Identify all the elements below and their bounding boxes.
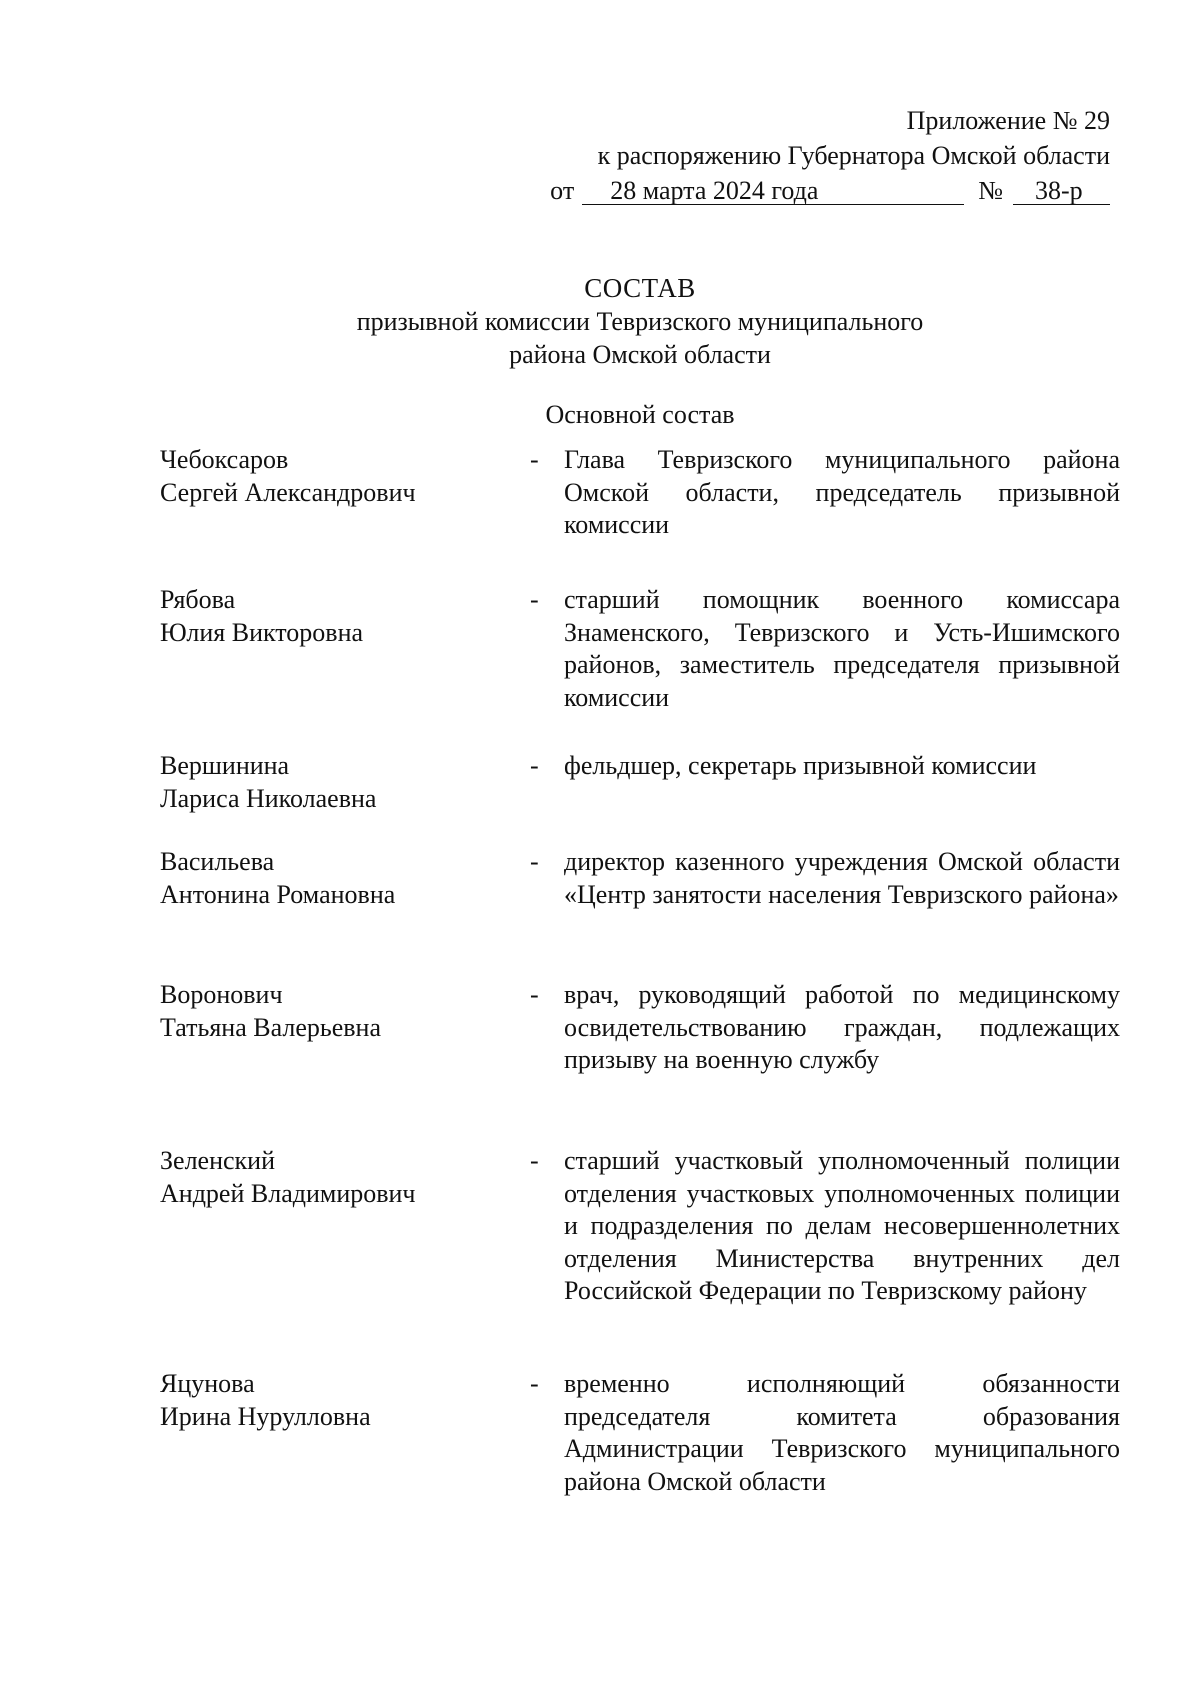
member-role: директор казенного учреждения Омской области «Центр занятости населения Тевризского района» xyxy=(564,847,1120,909)
member-given-name: Ирина Нурулловна xyxy=(160,1401,371,1431)
member-surname: Васильева xyxy=(160,847,275,876)
member-given-name: Юлия Викторовна xyxy=(160,617,364,647)
appendix-number: Приложение № 29 xyxy=(906,106,1110,135)
title-line-1: призывной комиссии Тевризского муниципального xyxy=(356,307,924,336)
member-name xyxy=(160,979,500,1044)
member-surname: Зеленский xyxy=(160,1146,275,1175)
member-surname: Рябова xyxy=(160,585,236,614)
member-role: временно исполняющий обязанности председателя комитета образования Администрации Тевризского муниципального района Омской области xyxy=(564,1369,1120,1496)
member-role: фельдшер, секретарь призывной комиссии xyxy=(564,751,1037,780)
member-given-name: Татьяна Валерьевна xyxy=(160,1012,381,1042)
from-label: от xyxy=(550,176,575,205)
member-role: врач, руководящий работой по медицинскому освидетельствованию граждан, подлежащих призыву на военную службу xyxy=(564,980,1120,1074)
member-given-name: Сергей Александрович xyxy=(160,477,416,507)
dash-separator: - xyxy=(530,445,539,474)
document-title xyxy=(0,272,1200,371)
appendix-header xyxy=(550,103,1110,208)
member-given-name: Антонина Романовна xyxy=(160,879,396,909)
member-name xyxy=(160,444,500,509)
member-name xyxy=(160,750,500,815)
dash-separator: - xyxy=(530,1146,539,1175)
section-subtitle: Основной состав xyxy=(545,400,735,429)
member-role: старший участковый уполномоченный полиции отделения участковых уполномоченных полиции и подразделения по делам несовершеннолетних отделения Министерства внутренних дел Российской Федерации по Тевризскому району xyxy=(564,1146,1120,1305)
order-number: 38-р xyxy=(1013,177,1110,205)
dash-separator: - xyxy=(530,751,539,780)
member-given-name: Лариса Николаевна xyxy=(160,783,377,813)
order-date-line xyxy=(550,173,1110,208)
order-reference: к распоряжению Губернатора Омской области xyxy=(597,141,1110,170)
member-name xyxy=(160,584,500,649)
dash-separator: - xyxy=(530,980,539,1009)
title-line-2: района Омской области xyxy=(509,340,771,369)
member-surname: Вершинина xyxy=(160,751,290,780)
member-name xyxy=(160,1145,500,1210)
order-date: 28 марта 2024 года xyxy=(582,177,964,205)
dash-separator: - xyxy=(530,847,539,876)
member-surname: Воронович xyxy=(160,980,283,1009)
dash-separator: - xyxy=(530,1369,539,1398)
member-surname: Чебоксаров xyxy=(160,445,289,474)
member-role: старший помощник военного комиссара Знаменского, Тевризского и Усть-Ишимского районов, заместитель председателя призывной комиссии xyxy=(564,585,1120,712)
dash-separator: - xyxy=(530,585,539,614)
member-role: Глава Тевризского муниципального района Омской области, председатель призывной комиссии xyxy=(564,445,1120,539)
title-main: СОСТАВ xyxy=(584,273,696,303)
member-surname: Яцунова xyxy=(160,1369,255,1398)
number-label: № xyxy=(978,176,1003,205)
member-name xyxy=(160,1368,500,1433)
member-given-name: Андрей Владимирович xyxy=(160,1178,416,1208)
member-name xyxy=(160,846,500,911)
